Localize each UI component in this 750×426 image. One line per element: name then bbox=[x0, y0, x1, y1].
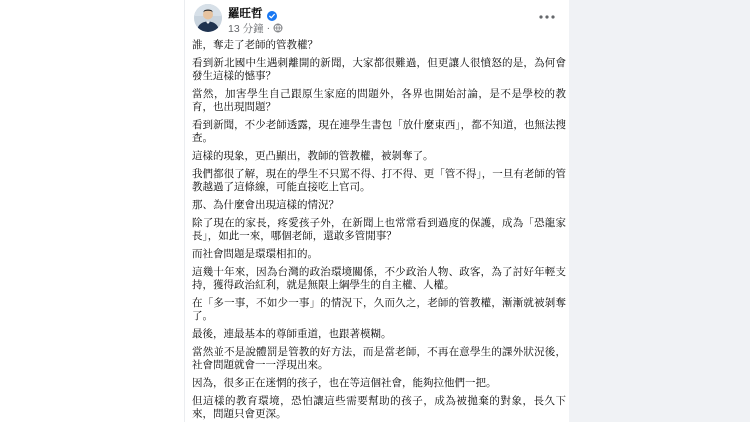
avatar[interactable] bbox=[194, 4, 222, 32]
author-row bbox=[228, 6, 277, 20]
more-options-button[interactable] bbox=[534, 5, 560, 25]
post-paragraph: 那、為什麼會出現這樣的情況？ bbox=[192, 199, 339, 211]
post-paragraph: 但這樣的教育環境，恐怕讓這些需要幫助的孩子，成為被拋棄的對象，長久下來，問題只會更深。 bbox=[192, 395, 566, 420]
post-body bbox=[192, 39, 566, 426]
meta-separator: · bbox=[266, 22, 271, 34]
globe-icon bbox=[273, 23, 283, 33]
verified-badge-icon bbox=[267, 8, 277, 18]
post-paragraph: 當然，加害學生自己跟原生家庭的問題外，各界也開始討論，是不是學校的教育，也出現問題？ bbox=[192, 88, 566, 113]
post-paragraph: 最後，連最基本的尊師重道，也跟著模糊。 bbox=[192, 328, 392, 340]
post-paragraph: 除了現在的家長，疼愛孩子外，在新聞上也常常看到過度的保護，成為「恐龍家長」，如此一來，哪個老師，還敢多管閒事？ bbox=[192, 217, 566, 242]
post-paragraph: 在「多一事，不如少一事」的情況下，久而久之，老師的管教權，漸漸就被剝奪了。 bbox=[192, 297, 566, 322]
post-paragraph: 看到新聞，不少老師透露，現在連學生書包「放什麼東西」，都不知道，也無法搜查。 bbox=[192, 119, 566, 144]
post-paragraph: 這幾十年來，因為台灣的政治環境關係，不少政治人物、政客，為了討好年輕支持，獲得政治紅利，就是無限上綱學生的自主權、人權。 bbox=[192, 266, 566, 291]
post-paragraph: 因為，很多正在迷惘的孩子，也在等這個社會，能夠拉他們一把。 bbox=[192, 377, 497, 389]
timestamp-link[interactable]: 13 分鐘 bbox=[228, 22, 264, 35]
author-name-link[interactable]: 羅旺哲 bbox=[228, 8, 263, 20]
post-paragraph: 我們都很了解，現在的學生不只罵不得、打不得、更「管不得」，一旦有老師的管教越過了這條線，可能直接吃上官司。 bbox=[192, 168, 566, 193]
post-paragraph: 而社會問題是環環相扣的。 bbox=[192, 248, 318, 260]
post-meta-row bbox=[228, 22, 283, 34]
post-paragraph: 當然並不是說體罰是管教的好方法，而是當老師，不再在意學生的課外狀況後，社會問題就會一一浮現出來。 bbox=[192, 346, 566, 371]
post-paragraph: 這樣的現象，更凸顯出，教師的管教權，被剝奪了。 bbox=[192, 150, 434, 162]
post-paragraph: 看到新北國中生遇刺離開的新聞，大家都很難過，但更讓人很憤怒的是，為何會發生這樣的憾事？ bbox=[192, 57, 566, 82]
page-background-panel bbox=[569, 0, 750, 422]
ellipsis-icon bbox=[539, 6, 555, 24]
post-paragraph: 誰，奪走了老師的管教權？ bbox=[192, 39, 318, 51]
person-photo-icon bbox=[194, 4, 222, 32]
post-card bbox=[185, 0, 569, 422]
